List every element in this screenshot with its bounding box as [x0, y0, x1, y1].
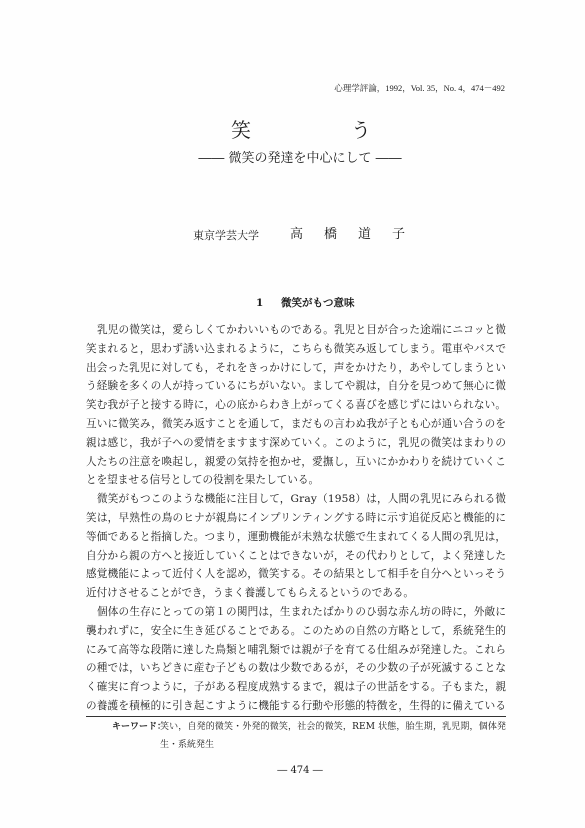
paragraph — [86, 603, 506, 716]
author-affiliation: 東京学芸大学 — [193, 229, 259, 242]
body-line: 互いに微笑み，微笑み返すことを通して，まだもの言わぬ我が子とも心が通い合うのを — [86, 417, 506, 430]
article-subtitle: ―― 微笑の発達を中心にして ―― — [198, 151, 402, 166]
paragraph — [86, 321, 506, 490]
keywords-label: キーワード： — [112, 722, 167, 732]
body-line: の養護を積極的に引き起こすように機能する行動や形態的特徴を，生得的に備えている — [86, 699, 506, 712]
body-line: 笑む我が子と接する時に，心の底からわき上がってくる喜びを感じずにはいられない。 — [86, 399, 506, 412]
body-line: 出会った乳児に対しても，それをきっかけにして，声をかけたり，あやしてしまうとい — [86, 361, 506, 374]
section-number: 1 — [256, 297, 264, 309]
body-line: 自分から親の方へと接近していくことはできないが，その代わりとして，よく発達した — [86, 549, 506, 562]
body-line: 微笑がもつこのような機能に注目して，Gray（1958）は，人間の乳児にみられる微 — [97, 493, 506, 506]
keywords-line: 笑い，自発的微笑・外発的微笑，社会的微笑，REM 状態，胎生期，乳児期，個体発 — [160, 722, 506, 732]
body-line: とを望ませる信号としての役割を果たしている。 — [86, 474, 320, 487]
body-line: 親は感じ，我が子への愛情をますます深めていく。このように，乳児の微笑はまわりの — [86, 436, 506, 449]
body-line: 等価であると指摘した。つまり，運動機能が未熟な状態で生まれてくる人間の乳児は， — [86, 530, 506, 543]
journal-citation: 心理学評論，1992，Vol. 35，No. 4，474－492 — [334, 83, 505, 93]
keywords-divider — [86, 716, 506, 717]
keywords-list — [160, 718, 506, 754]
page-number: ― 474 ― — [277, 765, 323, 776]
body-line: の種では，いちどきに産む子どもの数は少数であるが，その少数の子が死滅することな — [86, 662, 506, 675]
body-line: 人たちの注意を喚起し，親愛の気持を抱かせ，愛撫し，互いにかかわりを続けていくこ — [86, 455, 506, 468]
body-line: 感覚機能によって近付く人を認め，微笑する。その結果として相手を自分へといっそう — [86, 568, 506, 581]
section-title: 微笑がもつ意味 — [281, 297, 355, 309]
body-line: う経験を多くの人が持っているにちがいない。ましてや親は，自分を見つめて無心に微 — [86, 380, 506, 393]
body-line: にみて高等な段階に達した鳥類と哺乳類では親が子を育てる仕組みが発達した。これら — [86, 643, 506, 656]
author-name: 高 橋 道 子 — [290, 227, 410, 242]
body-line: く確実に育つように，子がある程度成熟するまで，親は子の世話をする。子もまた，親 — [86, 681, 506, 694]
body-line: 襲われずに，安全に生き延びることである。このための自然の方略として，系統発生的 — [86, 624, 506, 637]
body-line: 笑まれると，思わず誘い込まれるように，こちらも微笑み返してしまう。電車やバスで — [86, 342, 506, 355]
body-line: 乳児の微笑は，愛らしくてかわいいものである。乳児と目が合った途端にニコッと微 — [97, 324, 506, 336]
body-text — [86, 321, 506, 716]
article-title: 笑う — [231, 118, 471, 142]
body-line: 笑は，早熟性の鳥のヒナが親鳥にインプリンティングする時に示す追従反応と機能的に — [86, 511, 506, 524]
body-line: 個体の生存にとっての第１の関門は，生まれたばかりのひ弱な赤ん坊の時に，外敵に — [97, 605, 506, 618]
section-heading — [256, 296, 355, 310]
keywords-line: 生・系統発生 — [160, 740, 215, 750]
paragraph — [86, 490, 506, 603]
body-line: 近付けさせることができ，うまく養護してもらえるというのである。 — [86, 587, 414, 600]
